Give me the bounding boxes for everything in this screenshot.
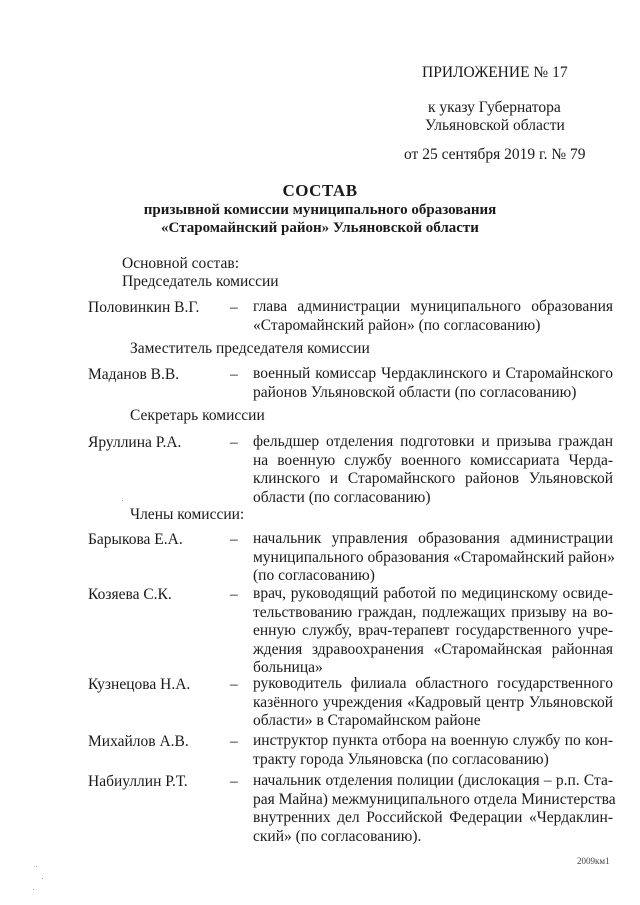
document-subtitle-line1: призывной комиссии муниципального образования	[143, 202, 497, 218]
description-line: внутренних дел Российской Федерации «Чердаклин-	[253, 809, 613, 826]
description-line: ждения здравоохранения «Старомайнская районная	[253, 640, 613, 658]
document-subtitle-line2: «Старомайнский район» Ульяновской области	[161, 220, 479, 236]
description-line: врач, руководящий работой по медицинскому освиде-	[253, 585, 613, 602]
person-description	[253, 365, 613, 402]
description-line: муниципального образования «Старомайнский район»	[253, 548, 615, 566]
person-description	[253, 732, 613, 769]
person-description	[253, 530, 613, 586]
annex-date: от 25 сентября 2019 г. № 79	[404, 146, 586, 163]
dash: –	[230, 773, 238, 790]
person-name: Набиуллин Р.Т.	[88, 773, 188, 790]
annex-to-decree: к указу Губернатора	[428, 99, 561, 116]
footer-code: 2009км1	[577, 856, 610, 866]
description-line: руководитель филиала областного государственного	[253, 675, 613, 692]
dash: –	[230, 434, 238, 451]
scan-speck	[33, 889, 34, 890]
person-name: Барыкова Е.А.	[88, 531, 183, 548]
description-line: начальник отделения полиции (дислокация – р.п. Ста-	[253, 772, 613, 789]
person-name: Кузнецова Н.А.	[88, 676, 191, 693]
dash: –	[230, 299, 238, 316]
description-line: рая Майна) межмуниципального отдела Министерства	[253, 790, 616, 808]
person-description	[253, 675, 613, 731]
description-line: тельствованию граждан, подлежащих призыву на во-	[253, 603, 613, 621]
dash: –	[230, 531, 238, 548]
section-main-composition: Основной состав:	[122, 255, 240, 272]
section-deputy: Заместитель председателя комиссии	[130, 340, 370, 357]
section-secretary: Секретарь комиссии	[130, 407, 265, 424]
annex-region: Ульяновской области	[425, 117, 565, 134]
description-line: военный комиссар Чердаклинского и Старомайнского	[253, 365, 613, 382]
section-chairman: Председатель комиссии	[122, 273, 279, 290]
dash: –	[230, 733, 238, 750]
person-description	[253, 585, 613, 678]
person-description	[253, 298, 613, 335]
description-line: районов Ульяновской области (по согласованию)	[253, 383, 577, 401]
description-line: начальник управления образования администрации	[253, 530, 613, 547]
description-line: фельдшер отделения подготовки и призыва граждан	[253, 433, 613, 450]
description-line: области (по согласованию)	[253, 488, 431, 506]
description-line: тракту города Ульяновска (по согласованию)	[253, 750, 549, 768]
person-name: Михайлов А.В.	[88, 733, 189, 750]
description-line: на военную службу военного комиссариата Черда-	[253, 451, 613, 469]
person-name: Козяева С.К.	[88, 586, 172, 603]
document-title: СОСТАВ	[282, 181, 358, 200]
dash: –	[230, 586, 238, 603]
person-description	[253, 772, 616, 846]
section-members: Члены комиссии:	[130, 506, 245, 523]
scan-speck	[36, 866, 37, 867]
description-line: области» в Старомайнском районе	[253, 712, 481, 729]
description-line: глава администрации муниципального образования	[253, 298, 613, 315]
dash: –	[230, 366, 238, 383]
annex-number: ПРИЛОЖЕНИЕ № 17	[422, 64, 568, 81]
person-name: Маданов В.В.	[88, 366, 180, 383]
person-name: Яруллина Р.А.	[88, 434, 182, 451]
person-name: Половинкин В.Г.	[88, 299, 200, 316]
description-line: «Старомайнский район» (по согласованию)	[253, 316, 541, 334]
description-line: казённого учреждения «Кадровый центр Ульяновской	[253, 693, 613, 711]
person-description	[253, 433, 613, 507]
scan-speck	[42, 878, 43, 879]
scan-speck	[122, 500, 123, 501]
description-line: ский» (по согласованию).	[253, 827, 422, 845]
description-line: больница»	[253, 659, 323, 676]
description-line: енную службу, врач-терапевт государственного учре-	[253, 622, 613, 639]
dash: –	[230, 676, 238, 693]
description-line: инструктор пункта отбора на военную службу по кон-	[253, 732, 613, 749]
description-line: клинского и Старомайнского районов Ульяновской	[253, 470, 613, 487]
description-line: (по согласованию)	[253, 567, 375, 584]
